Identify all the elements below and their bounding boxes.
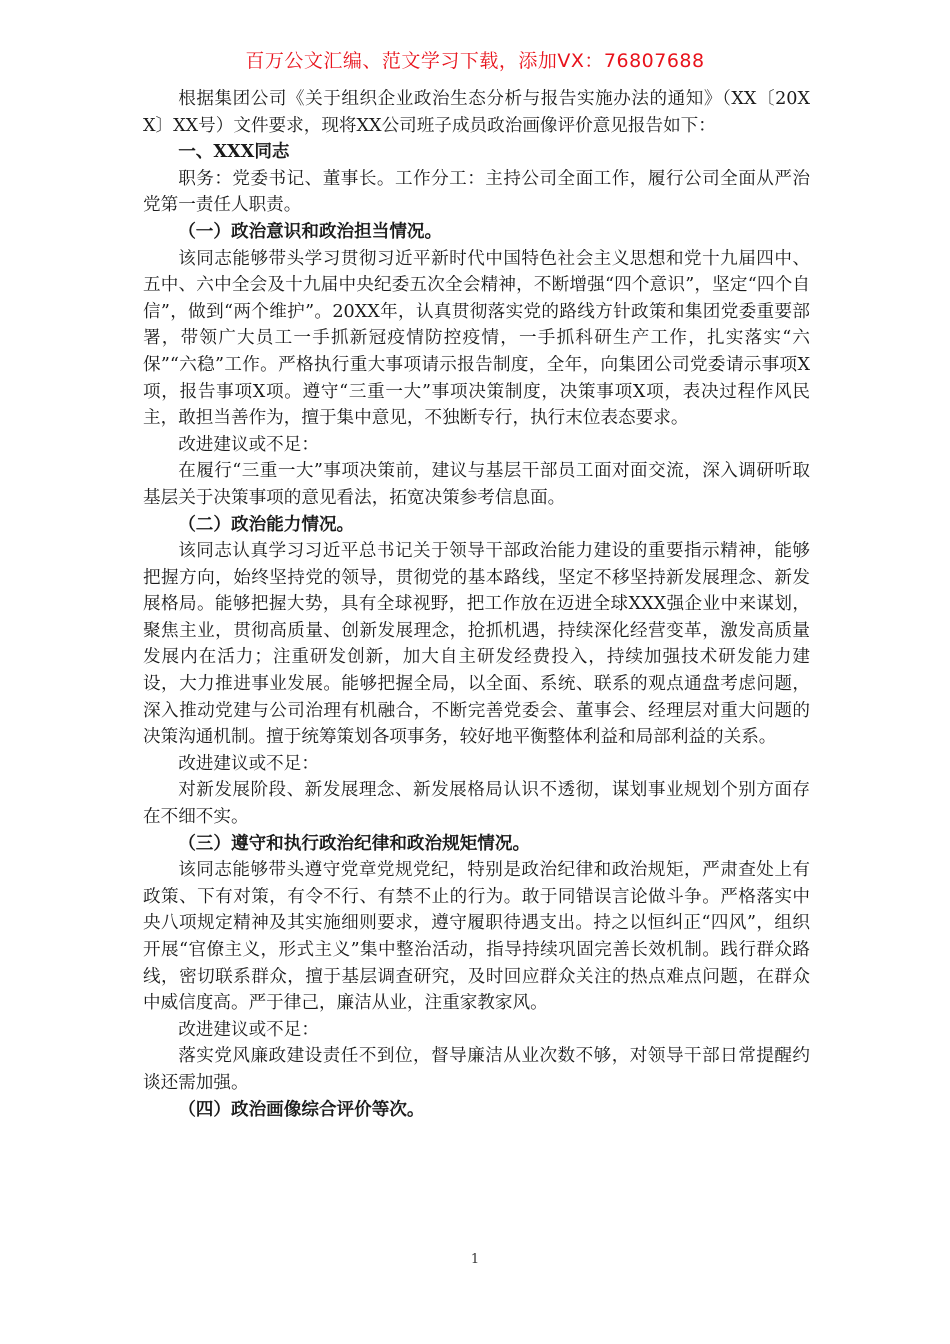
subsection-heading: （四）政治画像综合评价等次。 bbox=[178, 1098, 425, 1120]
suggestion-label: 改进建议或不足： bbox=[178, 1019, 319, 1040]
subsection-heading: （三）遵守和执行政治纪律和政治规矩情况。 bbox=[178, 832, 531, 854]
page-number: 1 bbox=[470, 1252, 480, 1267]
intro-paragraph: 根据集团公司《关于组织企业政治生态分析与报告实施办法的通知》（XX〔20XX〕XX号）文件要求，现将XX公司班子成员政治画像评价意见报告如下： bbox=[143, 89, 810, 136]
document-body bbox=[143, 86, 810, 1123]
subsection-heading: （一）政治意识和政治担当情况。 bbox=[178, 220, 443, 242]
body-paragraph: 该同志能够带头遵守党章党规党纪，特别是政治纪律和政治规矩，严肃查处上有政策、下有对策，有令不行、有禁不止的行为。敢于同错误言论做斗争。严格落实中央八项规定精神及其实施细则要求，遵守履职待遇支出。持之以恒纠正“四风”，组织开展“官僚主义，形式主义”集中整治活动，指导持续巩固完善长效机制。践行群众路线，密切联系群众，擅于基层调查研究，及时回应群众关注的热点难点问题，在群众中威信度高。严于律己，廉洁从业，注重家教家风。 bbox=[143, 860, 810, 1014]
body-paragraph: 该同志认真学习习近平总书记关于领导干部政治能力建设的重要指示精神，能够把握方向，始终坚持党的领导，贯彻党的基本路线，坚定不移坚持新发展理念、新发展格局。能够把握大势，具有全球视野，把工作放在迈进全球XXX强企业中来谋划，聚焦主业，贯彻高质量、创新发展理念，抢抓机遇，持续深化经营变革，激发高质量发展内在活力；注重研发创新，加大自主研发经费投入，持续加强技术研发能力建设，大力推进事业发展。能够把握全局，以全面、系统、联系的观点通盘考虑问题，深入推动党建与公司治理有机融合，不断完善党委会、董事会、经理层对重大问题的决策沟通机制。擅于统筹策划各项事务，较好地平衡整体利益和局部利益的关系。 bbox=[143, 541, 810, 748]
section-heading: 一、XXX同志 bbox=[178, 141, 290, 163]
suggestion-label: 改进建议或不足： bbox=[178, 434, 319, 455]
body-paragraph: 对新发展阶段、新发展理念、新发展格局认识不透彻，谋划事业规划个别方面存在不细不实。 bbox=[143, 780, 810, 828]
suggestion-label: 改进建议或不足： bbox=[178, 753, 319, 774]
body-paragraph: 该同志能够带头学习贯彻习近平新时代中国特色社会主义思想和党十九届四中、五中、六中全会及十九届中央纪委五次全会精神，不断增强“四个意识”，坚定“四个自信”，做到“两个维护”。20XX年，认真贯彻落实党的路线方针政策和集团党委重要部署，带领广大员工一手抓新冠疫情防控疫情，一手抓科研生产工作，扎实落实“六保”“六稳”工作。严格执行重大事项请示报告制度，全年，向集团公司党委请示事项X项，报告事项X项。遵守“三重一大”事项决策制度，决策事项X项，表决过程作风民主，敢担当善作为，擅于集中意见，不独断专行，执行末位表态要求。 bbox=[143, 248, 810, 429]
subsection-heading: （二）政治能力情况。 bbox=[178, 513, 355, 535]
body-paragraph: 在履行“三重一大”事项决策前，建议与基层干部员工面对面交流，深入调研听取基层关于决策事项的意见看法，拓宽决策参考信息面。 bbox=[143, 461, 810, 508]
body-paragraph: 落实党风廉政建设责任不到位，督导廉洁从业次数不够，对领导干部日常提醒约谈还需加强。 bbox=[143, 1046, 810, 1093]
download-banner: 百万公文汇编、范文学习下载，添加VX：76807688 bbox=[245, 50, 705, 72]
position-paragraph: 职务：党委书记、董事长。工作分工：主持公司全面工作，履行公司全面从严治党第一责任人职责。 bbox=[143, 168, 810, 216]
